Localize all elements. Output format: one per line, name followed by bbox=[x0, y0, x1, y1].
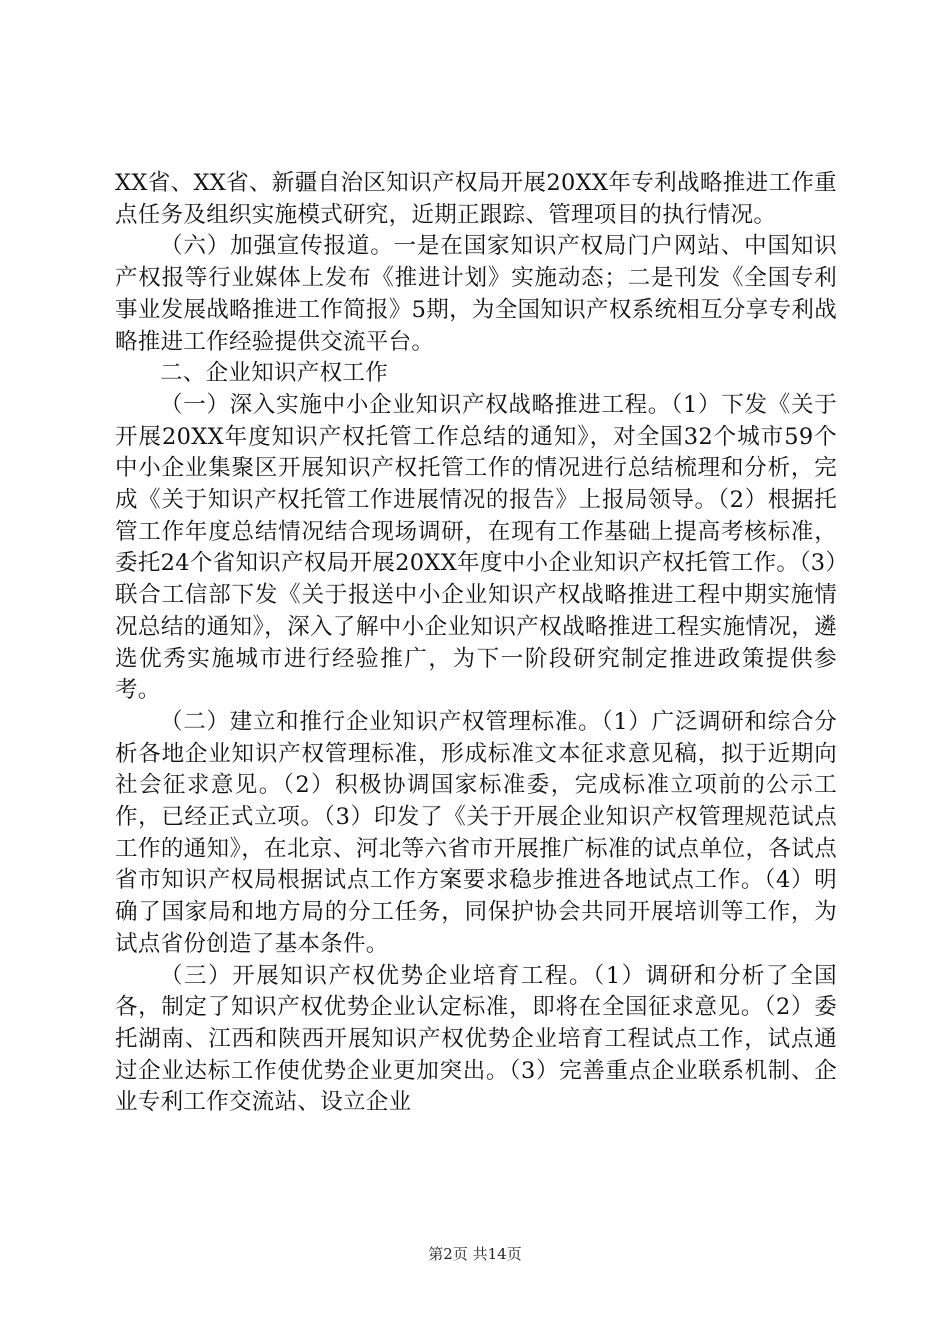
paragraph-advantage-enterprise: （三）开展知识产权优势企业培育工程。（1）调研和分析了全国各，制定了知识产权优势企业认定标准，即将在全国征求意见。（2）委托湖南、江西和陕西开展知识产权优势企业培育工程试点工作，试点通过企业达标工作使优势企业更加突出。（3）完善重点企业联系机制、企业专利工作交流站、设立企业 bbox=[115, 962, 837, 1116]
paragraph-sme-strategy: （一）深入实施中小企业知识产权战略推进工程。（1）下发《关于开展20XX年度知识产权托管工作总结的通知》，对全国32个城市59个中小企业集聚区开展知识产权托管工作的情况进行总结梳理和分析，完成《关于知识产权托管工作进展情况的报告》上报局领导。（2）根据托管工作年度总结情况结合现场调研，在现有工作基础上提高考核标准，委托24个省知识产权局开展20XX年度中小企业知识产权托管工作。（3）联合工信部下发《关于报送中小企业知识产权战略推进工程中期实施情况总结的通知》，深入了解中小企业知识产权战略推进工程实施情况，遴选优秀实施城市进行经验推广，为下一阶段研究制定推进政策提供参考。 bbox=[115, 391, 837, 704]
paragraph-publicity: （六）加强宣传报道。一是在国家知识产权局门户网站、中国知识产权报等行业媒体上发布《推进计划》实施动态；二是刊发《全国专利事业发展战略推进工作简报》5期，为全国知识产权系统相互分享专利战略推进工作经验提供交流平台。 bbox=[115, 233, 837, 355]
document-body bbox=[115, 168, 837, 1119]
paragraph-continuation: XX省、XX省、新疆自治区知识产权局开展20XX年专利战略推进工作重点任务及组织实施模式研究，近期正跟踪、管理项目的执行情况。 bbox=[115, 170, 837, 228]
section-heading-enterprise-ip: 二、企业知识产权工作 bbox=[160, 360, 389, 387]
paragraph-management-standard: （二）建立和推行企业知识产权管理标准。（1）广泛调研和综合分析各地企业知识产权管理标准，形成标准文本征求意见稿，拟于近期向社会征求意见。（2）积极协调国家标准委，完成标准立项前的公示工作，已经正式立项。（3）印发了《关于开展企业知识产权管理规范试点工作的通知》，在北京、河北等六省市开展推广标准的试点单位，各试点省市知识产权局根据试点工作方案要求稳步推进各地试点工作。（4）明确了国家局和地方局的分工任务，同保护协会共同开展培训等工作，为试点省份创造了基本条件。 bbox=[115, 708, 837, 957]
page-number-footer: 第2页 共14页 bbox=[428, 1245, 522, 1263]
